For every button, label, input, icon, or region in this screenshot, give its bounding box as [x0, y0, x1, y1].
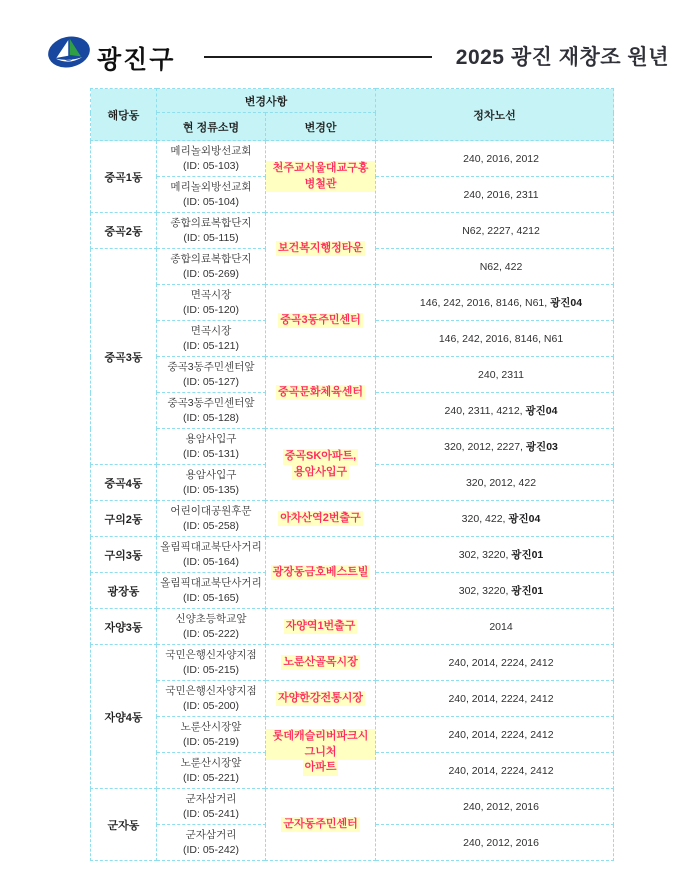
table-row	[91, 681, 614, 717]
change-proposal-line	[266, 449, 375, 465]
change-proposal-text: 용암사입구	[292, 465, 349, 481]
stop-id: (ID: 05-121)	[182, 339, 240, 352]
stop-id: (ID: 05-104)	[182, 195, 240, 208]
routes-text: 146, 242, 2016, 8146, N61,	[419, 297, 551, 309]
change-proposal-line	[266, 241, 375, 257]
change-proposal-cell	[266, 537, 376, 609]
change-proposal-line	[266, 619, 375, 635]
stop-name: 중곡3동주민센터앞	[167, 361, 255, 374]
change-proposal-cell	[266, 357, 376, 429]
change-proposal-cell	[266, 681, 376, 717]
current-stop-cell	[157, 789, 266, 825]
routes-cell	[376, 501, 614, 537]
routes-bold-text: 광진04	[508, 513, 541, 525]
routes-cell	[376, 465, 614, 501]
current-stop-cell	[157, 753, 266, 789]
routes-bold-text: 광진01	[511, 549, 544, 561]
col-header-current-name: 현 정류소명	[157, 113, 266, 141]
change-proposal-cell	[266, 141, 376, 213]
change-proposal-cell	[266, 429, 376, 501]
routes-bold-text: 광진01	[511, 585, 544, 597]
routes-cell	[376, 321, 614, 357]
stop-id: (ID: 05-241)	[182, 807, 240, 820]
stop-name: 용암사입구	[185, 469, 237, 482]
change-proposal-line	[266, 655, 375, 671]
stop-name: 용암사입구	[185, 433, 237, 446]
change-proposal-line	[266, 465, 375, 481]
table-header	[91, 89, 614, 141]
stop-id: (ID: 05-258)	[182, 519, 240, 532]
routes-cell	[376, 645, 614, 681]
current-stop-cell	[157, 393, 266, 429]
change-proposal-text: 광장동금호베스트빌	[271, 565, 371, 581]
routes-text: 320, 422,	[461, 513, 509, 525]
change-proposal-cell	[266, 285, 376, 357]
routes-cell	[376, 429, 614, 465]
change-proposal-text: 자양한강전통시장	[276, 691, 365, 707]
current-stop-cell	[157, 609, 266, 645]
routes-cell	[376, 681, 614, 717]
table-row	[91, 141, 614, 177]
table-row	[91, 429, 614, 465]
stop-id: (ID: 05-215)	[182, 663, 240, 676]
stop-name: 메리놀외방선교회	[170, 145, 252, 158]
table-row	[91, 357, 614, 393]
routes-cell	[376, 249, 614, 285]
routes-text: 2014	[489, 620, 513, 633]
change-proposal-text: 중곡3동주민센터	[278, 313, 363, 329]
stop-id: (ID: 05-242)	[182, 843, 240, 856]
current-stop-cell	[157, 645, 266, 681]
routes-text: N62, 422	[479, 260, 523, 273]
stop-name: 신양초등학교앞	[175, 613, 247, 626]
stop-id: (ID: 05-165)	[182, 591, 240, 604]
routes-text: 240, 2014, 2224, 2412	[448, 656, 554, 669]
col-header-dong: 해당동	[91, 89, 157, 141]
stop-id: (ID: 05-115)	[183, 231, 239, 244]
stop-name: 군자삼거리	[185, 793, 237, 806]
dong-cell: 군자동	[91, 789, 157, 861]
stop-name: 올림픽대교북단사거리	[160, 541, 262, 554]
change-proposal-text: 아차산역2번출구	[278, 511, 363, 527]
routes-text: 240, 2014, 2224, 2412	[448, 692, 554, 705]
dong-cell: 중곡3동	[91, 249, 157, 465]
routes-text: 240, 2012, 2016	[463, 836, 539, 849]
routes-text: 240, 2014, 2224, 2412	[448, 728, 554, 741]
table-row	[91, 285, 614, 321]
change-proposal-cell	[266, 609, 376, 645]
routes-cell	[376, 285, 614, 321]
change-proposal-line	[266, 760, 375, 776]
change-proposal-text: 중곡SK아파트,	[283, 449, 358, 465]
stop-id: (ID: 05-219)	[182, 735, 240, 748]
table-row	[91, 717, 614, 753]
current-stop-cell	[157, 681, 266, 717]
routes-cell	[376, 537, 614, 573]
routes-text: 320, 2012, 422	[465, 476, 537, 489]
routes-text: 302, 3220,	[458, 585, 512, 597]
change-proposal-line	[266, 385, 375, 401]
routes-text: 240, 2014, 2224, 2412	[448, 764, 554, 777]
routes-text: 146, 242, 2016, 8146, N61	[438, 332, 564, 345]
routes-bold-text: 광진04	[525, 405, 558, 417]
header-divider-line	[204, 56, 432, 58]
current-stop-cell	[157, 249, 266, 285]
current-stop-cell	[157, 285, 266, 321]
change-proposal-cell	[266, 501, 376, 537]
current-stop-cell	[157, 501, 266, 537]
routes-cell	[376, 789, 614, 825]
change-proposal-text: 보건복지행정타운	[276, 241, 365, 257]
routes-text: 240, 2012, 2016	[463, 800, 539, 813]
change-proposal-text: 롯데캐슬리버파크시그니처	[266, 729, 375, 761]
routes-cell	[376, 753, 614, 789]
routes-cell	[376, 393, 614, 429]
current-stop-cell	[157, 465, 266, 501]
stop-id: (ID: 05-120)	[182, 303, 240, 316]
stop-rename-table	[90, 88, 614, 861]
change-proposal-text: 자양역1번출구	[284, 619, 358, 635]
stop-name: 종합의료복합단지	[170, 253, 252, 266]
change-proposal-line	[266, 161, 375, 193]
routes-cell	[376, 825, 614, 861]
change-proposal-text: 천주교서울대교구홍병철관	[266, 161, 375, 193]
stop-id: (ID: 05-135)	[182, 483, 240, 496]
table-row	[91, 501, 614, 537]
change-proposal-cell	[266, 789, 376, 861]
gwangjin-gu-logo-icon	[46, 35, 92, 69]
dong-cell: 중곡1동	[91, 141, 157, 213]
change-proposal-cell	[266, 213, 376, 285]
col-header-changes: 변경사항	[157, 89, 376, 113]
table-row	[91, 645, 614, 681]
current-stop-cell	[157, 537, 266, 573]
routes-cell	[376, 177, 614, 213]
org-name: 광진구	[97, 46, 176, 74]
change-proposal-cell	[266, 645, 376, 681]
routes-cell	[376, 717, 614, 753]
stop-name: 노룬산시장앞	[180, 757, 242, 770]
dong-cell: 구의3동	[91, 537, 157, 573]
current-stop-cell	[157, 321, 266, 357]
routes-text: 320, 2012, 2227,	[444, 441, 526, 453]
dong-cell: 자양3동	[91, 609, 157, 645]
table-row	[91, 609, 614, 645]
table-row	[91, 537, 614, 573]
current-stop-cell	[157, 573, 266, 609]
routes-text: 302, 3220,	[458, 549, 512, 561]
stop-id: (ID: 05-222)	[182, 627, 240, 640]
change-proposal-line	[266, 817, 375, 833]
routes-cell	[376, 573, 614, 609]
routes-bold-text: 광진03	[525, 441, 558, 453]
routes-text: 240, 2016, 2311	[463, 188, 539, 201]
dong-cell: 구의2동	[91, 501, 157, 537]
dong-cell: 광장동	[91, 573, 157, 609]
current-stop-cell	[157, 717, 266, 753]
current-stop-cell	[157, 213, 266, 249]
slogan-title: 2025 광진 재창조 원년	[455, 46, 669, 69]
current-stop-cell	[157, 357, 266, 393]
stop-name: 메리놀외방선교회	[170, 181, 252, 194]
stop-name: 어린이대공원후문	[170, 505, 252, 518]
change-proposal-line	[266, 313, 375, 329]
routes-cell	[376, 141, 614, 177]
routes-bold-text: 광진04	[550, 297, 583, 309]
routes-text: 240, 2311	[478, 368, 524, 381]
routes-cell	[376, 357, 614, 393]
stop-name: 중곡3동주민센터앞	[167, 397, 255, 410]
stop-id: (ID: 05-269)	[182, 267, 240, 280]
table-row	[91, 213, 614, 249]
dong-cell: 자양4동	[91, 645, 157, 789]
change-proposal-text: 군자동주민센터	[281, 817, 359, 833]
current-stop-cell	[157, 177, 266, 213]
table-row	[91, 789, 614, 825]
change-proposal-line	[266, 511, 375, 527]
stop-name: 국민은행신자양지점	[165, 649, 257, 662]
routes-text: 240, 2016, 2012	[463, 152, 539, 165]
stop-id: (ID: 05-103)	[182, 159, 240, 172]
current-stop-cell	[157, 141, 266, 177]
change-proposal-line	[266, 691, 375, 707]
current-stop-cell	[157, 825, 266, 861]
change-proposal-text: 중곡문화체육센터	[276, 385, 365, 401]
table-body	[91, 141, 614, 861]
routes-text: N62, 2227, 4212	[462, 224, 540, 237]
stop-name: 국민은행신자양지점	[165, 685, 257, 698]
current-stop-cell	[157, 429, 266, 465]
stop-id: (ID: 05-127)	[182, 375, 240, 388]
stop-name: 올림픽대교북단사거리	[160, 577, 262, 590]
stop-name: 노룬산시장앞	[180, 721, 242, 734]
stop-id: (ID: 05-128)	[182, 411, 240, 424]
dong-cell: 중곡2동	[91, 213, 157, 249]
routes-text: 240, 2311, 4212,	[444, 405, 526, 417]
routes-cell	[376, 213, 614, 249]
stop-id: (ID: 05-131)	[182, 447, 240, 460]
stop-id: (ID: 05-200)	[182, 699, 240, 712]
routes-cell	[376, 609, 614, 645]
stop-name: 군자삼거리	[185, 829, 237, 842]
stop-id: (ID: 05-221)	[182, 771, 240, 784]
change-proposal-text: 아파트	[303, 760, 339, 776]
stop-name: 종합의료복합단지	[170, 217, 252, 230]
stop-name: 면곡시장	[190, 325, 232, 338]
dong-cell: 중곡4동	[91, 465, 157, 501]
change-proposal-line	[266, 565, 375, 581]
col-header-proposal: 변경안	[266, 113, 376, 141]
change-proposal-cell	[266, 717, 376, 789]
change-proposal-text: 노룬산골목시장	[281, 655, 359, 671]
col-header-routes: 정차노선	[376, 89, 614, 141]
change-proposal-line	[266, 729, 375, 761]
stop-name: 면곡시장	[190, 289, 232, 302]
stop-id: (ID: 05-164)	[182, 555, 240, 568]
